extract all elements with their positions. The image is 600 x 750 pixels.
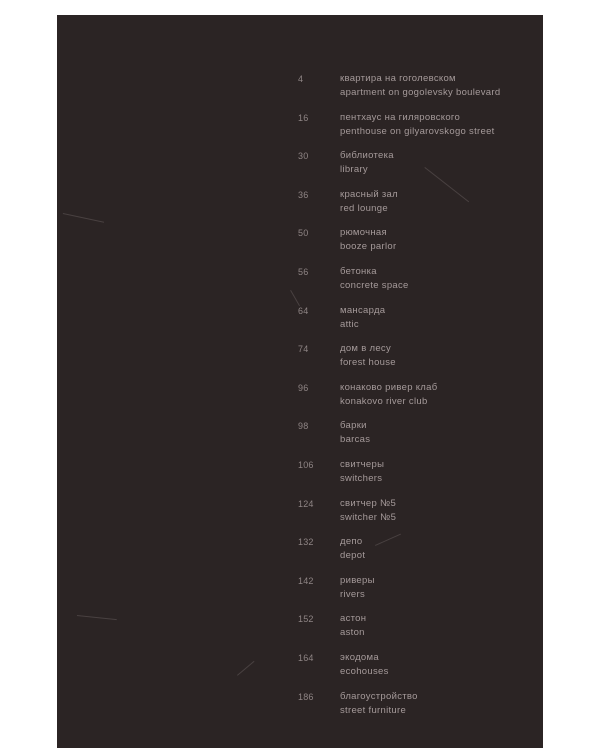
title-russian: барки [340,420,367,432]
toc-entry [57,265,543,304]
title-russian: риверы [340,574,375,586]
page-number: 132 [298,537,314,548]
title-russian: экодома [340,651,379,663]
page-number: 74 [298,344,309,355]
toc-entry [57,612,543,651]
title-russian: рюмочная [340,227,387,239]
title-russian: благоустройство [340,690,418,702]
toc-entry [57,497,543,536]
title-russian: свитчер №5 [340,497,397,509]
title-russian: конаково ривер клаб [340,381,438,393]
title-russian: депо [340,536,363,548]
toc-entry [57,419,543,458]
title-russian: квартира на гоголевском [340,73,456,84]
title-english: switcher №5 [340,511,397,523]
page-number: 56 [298,266,309,277]
page-number: 98 [298,421,309,432]
toc-entry [57,651,543,690]
title-english: barcas [340,434,371,446]
title-english: concrete space [340,279,409,291]
title-english: ecohouses [340,665,389,677]
title-russian: дом в лесу [340,343,392,355]
page-number: 106 [298,459,314,470]
page-number: 124 [298,498,314,509]
title-russian: астон [340,613,367,625]
title-english: apartment on gogolevsky boulevard [340,87,501,98]
toc-entry [57,226,543,265]
toc-entry [57,381,543,420]
book-page [57,15,543,748]
toc-entry [57,458,543,497]
title-english: switchers [340,472,383,484]
title-english: penthouse on gilyarovskogo street [340,125,495,137]
page-number: 152 [298,614,314,625]
title-english: red lounge [340,202,388,214]
table-of-contents [57,72,543,728]
page-number: 142 [298,575,314,586]
title-english: depot [340,550,366,562]
title-english: forest house [340,357,396,369]
title-english: konakovo river club [340,395,428,407]
title-russian: мансарда [340,304,386,316]
toc-entry [57,574,543,613]
page-number: 4 [298,74,304,84]
page-number: 50 [298,228,309,239]
title-english: booze parlor [340,241,397,253]
title-russian: бетонка [340,265,377,277]
title-russian: красный зал [340,188,398,200]
toc-entry [57,342,543,381]
toc-entry [57,188,543,227]
title-russian: свитчеры [340,458,385,470]
page-number: 30 [298,151,309,162]
toc-entry [57,149,543,188]
toc-entry [57,304,543,343]
toc-entry [57,690,543,729]
title-english: library [340,164,368,176]
title-english: attic [340,318,359,330]
page-number: 164 [298,652,314,663]
toc-entry [57,72,543,111]
title-russian: библиотека [340,150,394,162]
toc-entry [57,111,543,150]
toc-entry [57,535,543,574]
page-number: 96 [298,382,309,393]
page-number: 186 [298,691,314,702]
title-english: aston [340,627,365,639]
title-russian: пентхаус на гиляровского [340,111,461,123]
page-number: 36 [298,189,309,200]
page-number: 16 [298,112,309,123]
title-english: rivers [340,588,366,600]
page-number: 64 [298,305,309,316]
title-english: street furniture [340,704,407,716]
